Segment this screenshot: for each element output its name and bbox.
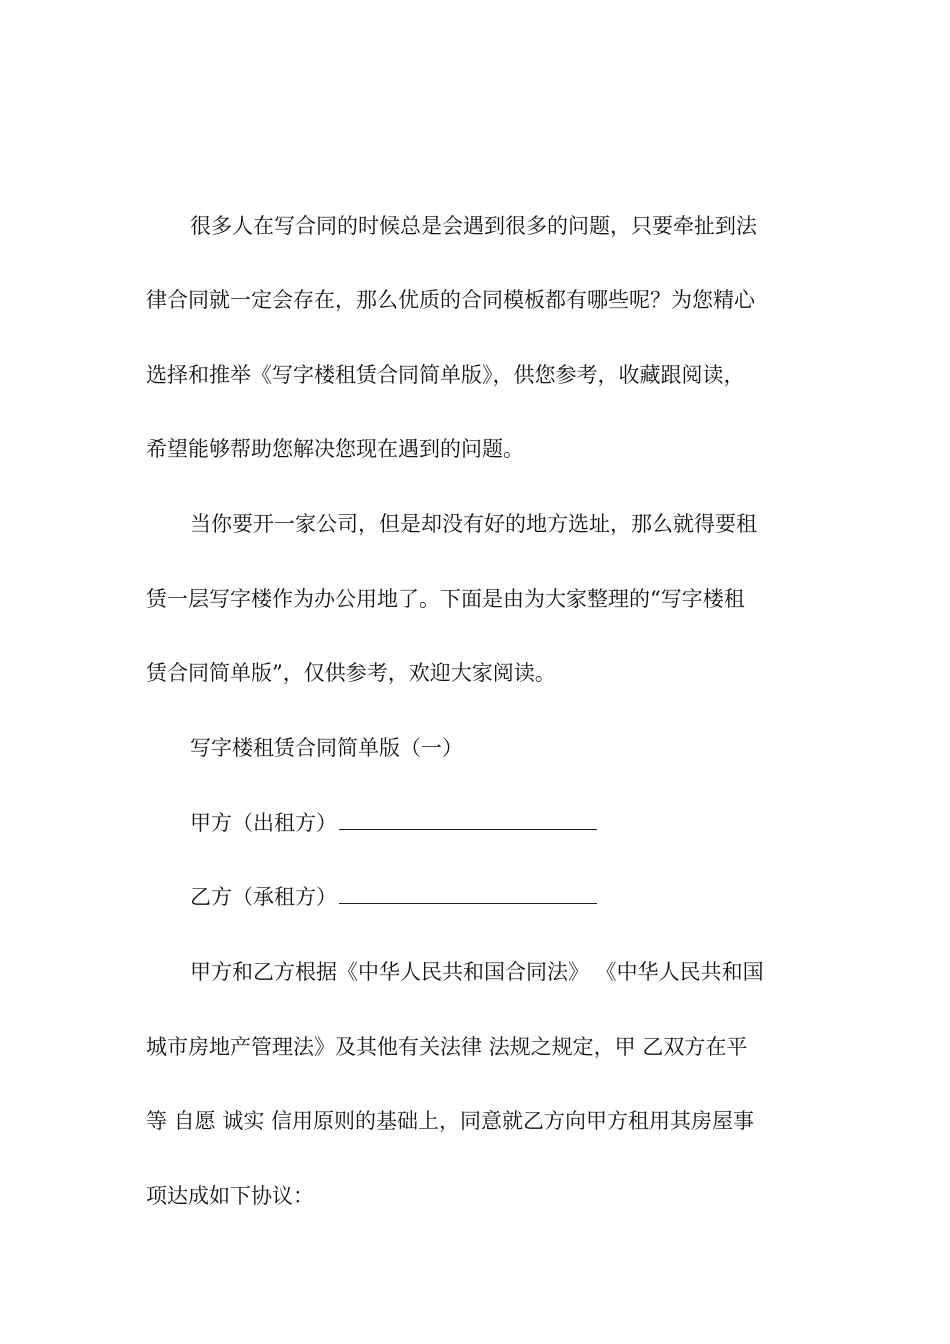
intro-line-4: 希望能够帮助您解决您现在遇到的问题。 xyxy=(146,437,524,461)
background-line-1: 当你要开一家公司，但是却没有好的地方选址，那么就得要租 xyxy=(190,512,757,536)
background-line-2: 赁一层写字楼作为办公用地了。下面是由为大家整理的“写字楼租 xyxy=(146,587,745,611)
party-b-blank xyxy=(339,883,597,904)
intro-line-2: 律合同就一定会存在，那么优质的合同模板都有哪些呢？为您精心 xyxy=(146,288,755,312)
intro-line-1: 很多人在写合同的时候总是会遇到很多的问题，只要牵扯到法 xyxy=(190,214,757,238)
agreement-line-3: 等 自愿 诚实 信用原则的基础上，同意就乙方向甲方租用其房屋事 xyxy=(146,1109,755,1133)
party-b-line xyxy=(190,882,816,912)
party-a-blank xyxy=(339,809,597,830)
agreement-line-2: 城市房地产管理法》及其他有关法律 法规之规定，甲 乙双方在平 xyxy=(146,1035,748,1059)
party-b-label: 乙方（承租方） xyxy=(190,885,337,909)
agreement-line-4: 项达成如下协议： xyxy=(146,1184,314,1208)
party-a-line xyxy=(190,808,816,838)
section-title: 写字楼租赁合同简单版（一） xyxy=(190,736,463,760)
intro-line-3: 选择和推举《写字楼租赁合同简单版》，供您参考，收藏跟阅读， xyxy=(146,363,745,387)
agreement-line-1: 甲方和乙方根据《中华人民共和国合同法》 《中华人民共和国 xyxy=(190,960,764,984)
background-line-3: 赁合同简单版”，仅供参考，欢迎大家阅读。 xyxy=(146,661,556,685)
party-a-label: 甲方（出租方） xyxy=(190,811,337,835)
